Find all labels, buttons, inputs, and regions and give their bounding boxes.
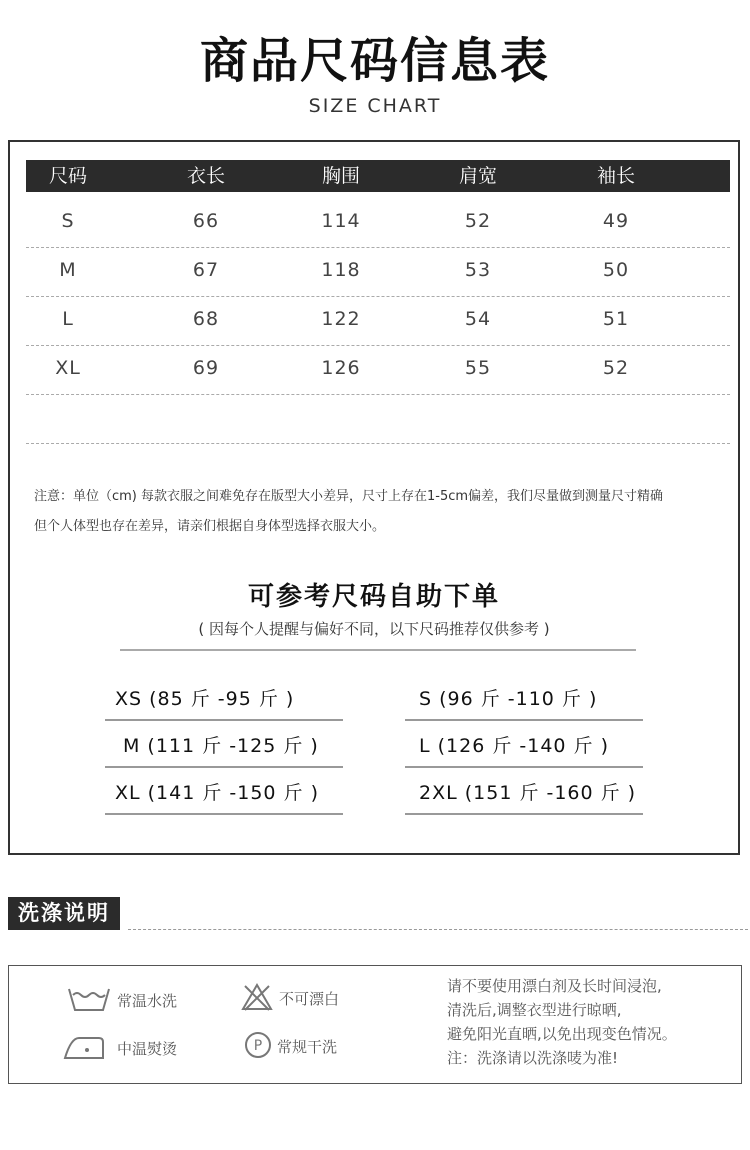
column-header-sleeve: 袖长	[596, 165, 636, 187]
table-cell: 126	[321, 357, 361, 379]
table-cell: M	[59, 259, 77, 281]
table-cell: 67	[192, 259, 220, 281]
size-recommendation-text: XS (85 斤 -95 斤 )	[115, 688, 295, 710]
table-cell: 52	[602, 357, 630, 379]
care-instruction-line: 请不要使用漂白剂及长时间浸泡,	[447, 977, 662, 995]
care-label: 常温水洗	[117, 992, 178, 1010]
size-recommendation-text: L (126 斤 -140 斤 )	[419, 735, 609, 757]
table-cell: 69	[192, 357, 220, 379]
no-bleach-icon	[241, 982, 273, 1012]
iron-icon	[63, 1032, 109, 1062]
care-label: 不可漂白	[279, 990, 340, 1008]
care-header-divider	[128, 929, 748, 930]
column-header-length: 衣长	[186, 165, 226, 187]
table-row	[26, 247, 730, 297]
size-chart-panel	[8, 140, 740, 855]
table-cell: 118	[321, 259, 361, 281]
care-section-header: 洗涤说明	[8, 897, 120, 930]
table-cell: 122	[321, 308, 361, 330]
care-instruction-line: 避免阳光直晒,以免出现变色情况。	[447, 1025, 677, 1043]
table-cell: 54	[464, 308, 492, 330]
reference-subtitle: ( 因每个人提醒与偏好不同，以下尺码推荐仅供参考 )	[198, 620, 550, 638]
dry-clean-icon	[243, 1030, 273, 1060]
size-recommendation-text: XL (141 斤 -150 斤 )	[115, 782, 320, 804]
care-label: 中温熨烫	[117, 1040, 178, 1058]
svg-text:P: P	[253, 1038, 263, 1054]
size-recommendation	[405, 773, 643, 815]
column-header-size: 尺码	[48, 165, 88, 187]
size-table-header	[26, 160, 730, 192]
size-note-line: 但个人体型也存在差异，请亲们根据自身体型选择衣服大小。	[34, 519, 386, 534]
reference-divider	[120, 649, 636, 651]
table-cell: 49	[602, 210, 630, 232]
table-cell: S	[61, 210, 75, 232]
care-instructions	[447, 974, 737, 1070]
reference-title: 可参考尺码自助下单	[247, 582, 500, 612]
care-label: 常规干洗	[277, 1038, 338, 1056]
table-row	[26, 296, 730, 346]
care-instruction-line: 清洗后,调整衣型进行晾晒,	[447, 1001, 622, 1019]
table-cell: XL	[55, 357, 81, 379]
size-recommendation-text: S (96 斤 -110 斤 )	[419, 688, 598, 710]
care-instruction-line: 注：洗涤请以洗涤唛为准!	[447, 1049, 619, 1067]
table-cell: 55	[464, 357, 492, 379]
size-recommendation-text: M (111 斤 -125 斤 )	[123, 735, 319, 757]
table-cell: 50	[602, 259, 630, 281]
table-cell: 53	[464, 259, 492, 281]
size-note-line: 注意：单位（cm) 每款衣服之间难免存在版型大小差异，尺寸上存在1-5cm偏差，我们尽量做到测量尺寸精确	[34, 489, 664, 504]
care-panel	[8, 965, 742, 1084]
column-header-shoulder: 肩宽	[458, 165, 498, 187]
table-cell: 51	[602, 308, 630, 330]
table-cell: L	[62, 308, 74, 330]
table-cell: 66	[192, 210, 220, 232]
column-header-chest: 胸围	[321, 165, 361, 187]
page-subtitle: SIZE CHART	[308, 95, 442, 117]
table-row	[26, 345, 730, 395]
size-recommendation	[105, 773, 343, 815]
table-cell: 52	[464, 210, 492, 232]
washtub-icon	[67, 984, 111, 1014]
size-recommendation	[105, 726, 343, 768]
table-cell: 68	[192, 308, 220, 330]
size-recommendation	[105, 679, 343, 721]
size-recommendation	[405, 679, 643, 721]
page-title: 商品尺码信息表	[199, 33, 550, 89]
table-row-empty	[26, 394, 730, 444]
size-recommendation-text: 2XL (151 斤 -160 斤 )	[419, 782, 637, 804]
size-note	[34, 482, 726, 542]
table-cell: 114	[321, 210, 361, 232]
size-recommendation	[405, 726, 643, 768]
table-row	[26, 198, 730, 248]
